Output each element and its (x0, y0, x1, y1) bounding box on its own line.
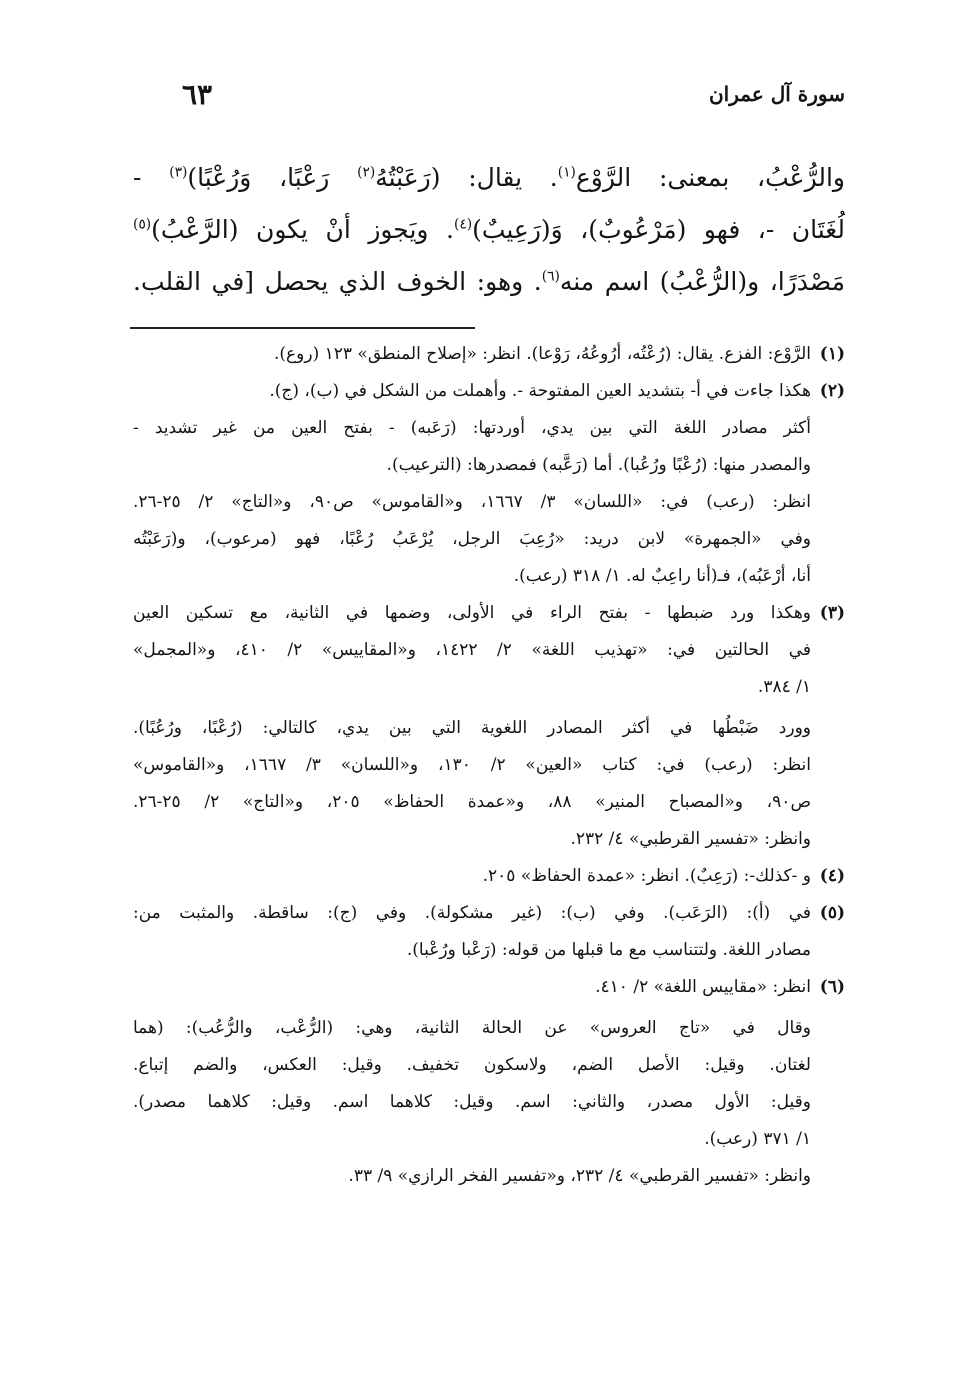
footnote-line: لغتان. وقيل: الأصل الضم، ولاسكون تخفيف. وقيل: العكس، والضم إتباع. (133, 1055, 811, 1075)
footnote-line: وانظر: «تفسير القرطبي» ٤/ ٢٣٢. (570, 829, 811, 849)
footnotes (133, 336, 845, 1195)
footnote-line: انظر: (رعب) في: «اللسان» ٣/ ١٦٦٧، و«القاموس» ص٩٠، و«التاج» ٢/ ٢٥-٢٦. (133, 492, 811, 512)
footnote-ref: (٤) (453, 216, 473, 233)
footnote-line: وانظر: «تفسير القرطبي» ٤/ ٢٣٢، و«تفسير الفخر الرازي» ٩/ ٣٣. (348, 1166, 811, 1186)
footnote-ref: (٥) (133, 216, 152, 233)
footnote-line: مصادر اللغة. ولتتناسب مع ما قبلها من قوله: (رَعْبا ورُعْبا). (406, 940, 811, 960)
footnote-line: ص٩٠، و«المصباح المنير» ٨٨، و«عمدة الحفاظ» ٢٠٥، و«التاج» ٢/ ٢٥-٢٦. (133, 792, 811, 812)
footnote-2 (133, 373, 845, 595)
footnote-4 (133, 858, 845, 895)
footnote-3 (133, 595, 845, 858)
footnote-line: انظر: (رعب) في: كتاب «العين» ٢/ ١٣٠، و«اللسان» ٣/ ١٦٦٧، و«القاموس» (133, 755, 812, 775)
footnote-1 (133, 336, 845, 373)
footnote-line: هكذا جاءت في أ- بتشديد العين المفتوحة -. وأهملت من الشكل في (ب)، (ج). (269, 381, 811, 401)
footnote-line: وقيل: الأول مصدر، والثاني: اسم. وقيل: كلاهما اسم. وقيل: كلاهما مصدر). (133, 1092, 811, 1112)
footnote-line: انظر: «مقاييس اللغة» ٢/ ٤١٠. (595, 977, 811, 997)
footnote-line: في (أ): (الرَعَب). وفي (ب): (غير مشكولة). وفي (ج): ساقطة. والمثبت من: (133, 903, 811, 923)
footnote-line: الرَّوْع: الفزع. يقال: (رُعْتُه، أرُوعُهُ، رَوْعا). انظر: «إصلاح المنطق» ١٢٣ (روع). (273, 344, 811, 364)
main-text-line: والرُّعْبُ، بمعنى: الرَّوْع$^{(١)}$. يقال: (رَعَبْتُهُ$^{(٢)}$ رَعْبًا، وَرُعْبًا)$^{(٣)}$ - (133, 163, 846, 192)
main-text (133, 152, 845, 308)
footnote-line: ١/ ٣٧١ (رعب). (704, 1129, 811, 1149)
page-number: ٦٣ (182, 78, 213, 111)
footnote-5 (133, 895, 845, 969)
page-header (130, 78, 845, 122)
footnote-line: أكثر مصادر اللغة التي بين يدي، أوردتها: (رَعَبه) - بفتح العين من غير تشديد - (133, 418, 811, 438)
footnote-line: والمصدر منها: (رُعْبًا ورُعُبا). أما (رَعَّبه) فمصدرها: (الترعيب). (386, 455, 811, 475)
main-text-line: مَصْدَرًا، و(الرُّعْبُ) اسم منه$^{(٦)}$. وهو: الخوف الذي يحصل [في القلب. (133, 267, 845, 296)
footnote-line: وفي «الجمهرة» لابن دريد: «رُعِبَ الرجل، يُرْعَبُ رُعْبًا، فهو (مرعوب)، و(رَعَبْتُه (133, 529, 811, 549)
footnote-ref: (١) (557, 164, 576, 181)
footnote-number: (٦) (819, 977, 845, 997)
footnote-ref: (٣) (169, 164, 188, 181)
main-text-line: لُغَتَان -، فهو (مَرْعُوبٌ)، وَ(رَعِيبٌ)$^{(٤)}$. ويَجوز أنْ يكون (الرَّعْبُ)$^{(٥)}$ (133, 215, 845, 244)
footnote-6 (133, 969, 845, 1195)
footnote-line: وهكذا ورد ضبطها - بفتح الراء في الأولى، وضمها في الثانية، مع تسكين العين (133, 603, 811, 623)
footnote-ref: (٢) (357, 164, 376, 181)
footnote-number: (٥) (819, 903, 845, 923)
footnote-divider (130, 327, 475, 329)
surah-title: سورة آل عمران (708, 82, 845, 106)
footnote-number: (٤) (819, 866, 845, 886)
footnote-line: ١/ ٣٨٤. (757, 677, 811, 697)
footnote-line: في الحالتين في: «تهذيب اللغة» ٢/ ١٤٢٢، و«المقاييس» ٢/ ٤١٠، و«المجمل» (133, 640, 811, 660)
footnote-line: أنا، أرْعَبُه)، فـ(أنا راعِبٌ له. ١/ ٣١٨ (رعب). (513, 566, 811, 586)
footnote-line: وورد ضَبْطُها في أكثر المصادر اللغوية التي بين يدي، كالتالي: (رُعْبًا، ورُعُبًا). (133, 718, 811, 738)
footnote-number: (١) (819, 344, 845, 364)
footnote-number: (٢) (819, 381, 845, 401)
footnote-line: وقال في «تاج العروس» عن الحالة الثانية، وهي: (الرُّعْب، والرُّعُب): (هما (133, 1018, 811, 1038)
footnote-number: (٣) (819, 603, 845, 623)
footnote-line: و -كذلك-: (رَعِبٌ). انظر: «عمدة الحفاظ» ٢٠٥. (482, 866, 811, 886)
footnote-ref: (٦) (541, 268, 560, 285)
